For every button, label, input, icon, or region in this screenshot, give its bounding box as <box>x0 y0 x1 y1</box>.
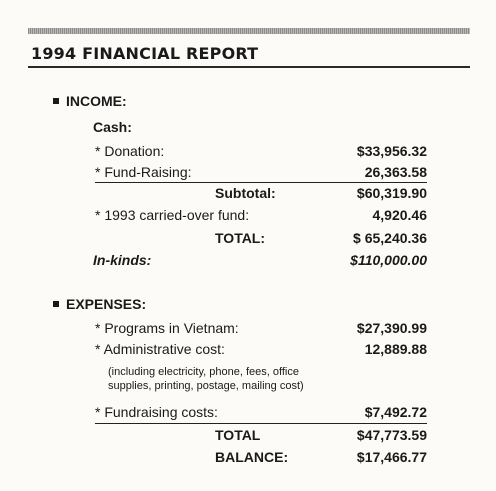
expenses-total-amount: $47,773.59 <box>356 427 427 443</box>
fund-raising-amount: 26,363.58 <box>364 164 427 180</box>
subtotal-amount: $60,319.90 <box>356 185 427 201</box>
donation-label: * Donation: <box>95 143 165 159</box>
admin-note-line2: supplies, printing, postage, mailing cost) <box>108 380 304 392</box>
square-bullet-icon <box>53 98 59 104</box>
admin-label: * Administrative cost: <box>95 341 225 357</box>
report-title: 1994 FINANCIAL REPORT <box>31 44 259 63</box>
square-bullet-icon <box>53 301 59 307</box>
fundraising-costs-label: * Fundraising costs: <box>95 404 218 420</box>
carried-over-label: * 1993 carried-over fund: <box>95 207 250 223</box>
expenses-heading <box>53 296 146 312</box>
income-total-label: TOTAL: <box>215 230 266 246</box>
balance-label: BALANCE: <box>215 449 289 465</box>
fund-raising-label: * Fund-Raising: <box>95 164 192 180</box>
in-kinds-label: In-kinds: <box>93 252 152 268</box>
expenses-total-label: TOTAL <box>215 427 261 443</box>
income-heading-label: INCOME: <box>66 93 127 109</box>
in-kinds-amount: $110,000.00 <box>350 252 427 268</box>
income-total-amount: $ 65,240.36 <box>353 230 427 246</box>
donation-amount: $33,956.32 <box>356 143 427 159</box>
cash-label: Cash: <box>93 119 132 135</box>
expenses-heading-label: EXPENSES: <box>66 296 147 312</box>
admin-note-line1: (including electricity, phone, fees, office <box>108 366 299 378</box>
expenses-total-rule <box>95 423 427 424</box>
subtotal-rule <box>95 182 427 183</box>
admin-amount: 12,889.88 <box>364 341 427 357</box>
balance-amount: $17,466.77 <box>356 449 427 465</box>
title-rule <box>28 66 470 68</box>
income-heading <box>53 93 127 109</box>
programs-amount: $27,390.99 <box>356 320 427 336</box>
subtotal-label: Subtotal: <box>215 185 276 201</box>
header-band <box>28 28 470 34</box>
programs-label: * Programs in Vietnam: <box>95 320 239 336</box>
carried-over-amount: 4,920.46 <box>372 207 427 223</box>
fundraising-costs-amount: $7,492.72 <box>364 404 427 420</box>
